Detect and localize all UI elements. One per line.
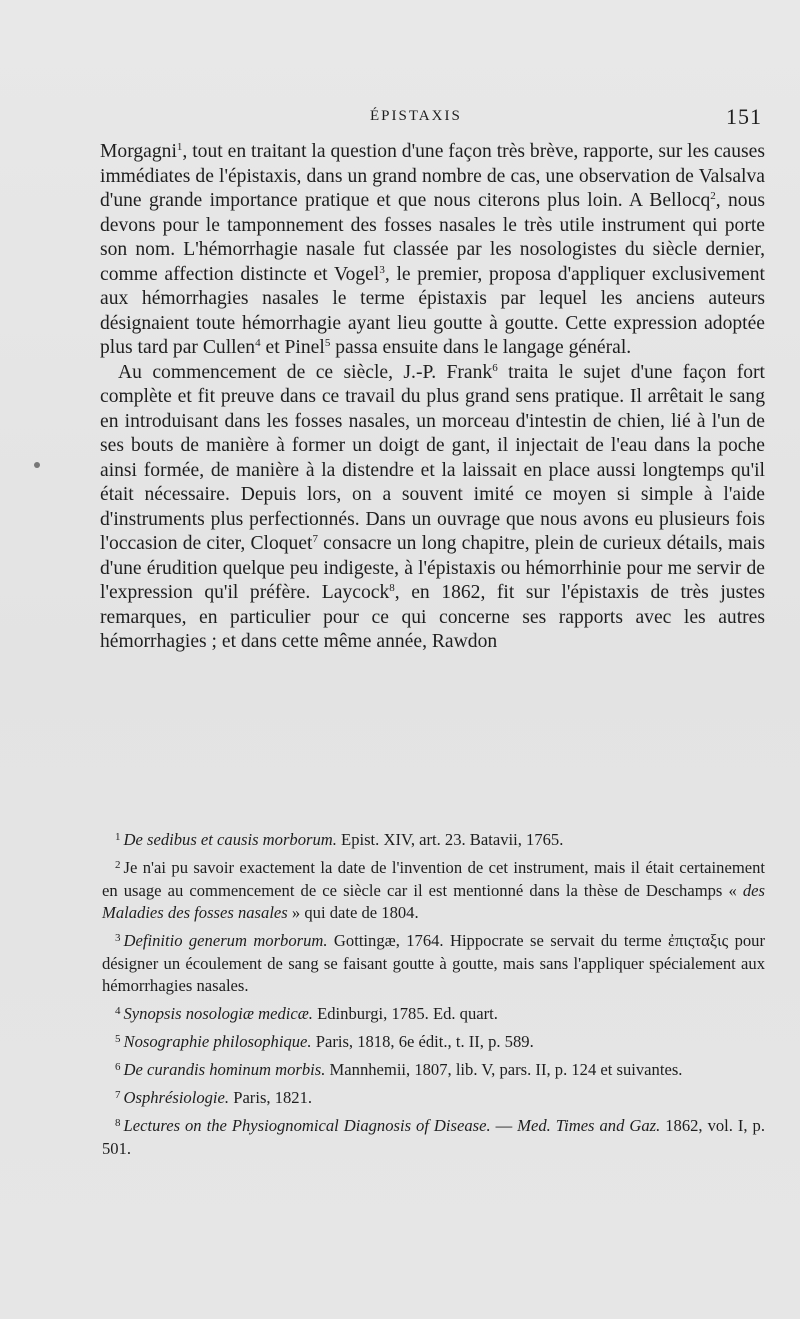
margin-dot-mark [34, 462, 40, 468]
footnotes [102, 826, 765, 1163]
paragraph-2: Au commencement de ce siècle, J.-P. Frank$^6$ traita le sujet d'une façon fort complète et fit preuve dans ce travail du plus grand sens pratique. Il arrêtait le sang en introduisant dans les fosses nasales, un morceau d'intestin de chien, lié à l'un de ses bouts de manière à former un doigt de gant, il injectait de l'eau dans la poche ainsi formée, de manière à la distendre et la laissait en place aussi longtemps qu'il était nécessaire. Depuis lors, on a souvent imité ce moyen si simple à l'aide d'instruments plus perfectionnés. Dans un ouvrage que nous avons eu plusieurs fois l'occasion de citer, Cloquet$^7$ consacre un long chapitre, plein de curieux détails, mais d'une érudition quelque peu indigeste, à l'épistaxis ou hémorrhinie pour me servir de l'expression qu'il préfère. Laycock$^8$, en 1862, fit sur l'épistaxis de très justes remarques, en particulier pour ce qui concerne ses rapports avec les autres hémorrhagies ; et dans cette même année, Rawdon [100, 361, 765, 652]
footnote-ref: 6 [492, 361, 498, 374]
main-text [100, 140, 765, 655]
footnote-5: $^5$ Nosographie philosophique. Paris, 1818, 6e édit., t. II, p. 589. [115, 1032, 534, 1051]
footnote-2: $^2$ Je n'ai pu savoir exactement la date de l'invention de cet instrument, mais il était certainement en usage au commencement de ce siècle car il est mentionné dans la thèse de Deschamps « des Maladies des fosses nasales » qui date de 1804. [102, 858, 765, 922]
page-number: 151 [726, 104, 762, 129]
footnote-ref: 3 [379, 263, 385, 276]
running-title: ÉPISTAXIS [370, 108, 462, 124]
footnote-3: $^3$ Definitio generum morborum. Gottingæ, 1764. Hippocrate se servait du terme ἐπιςταξις pour désigner un écoulement de sang se faisant goutte à goutte, mais sans l'appliquer spécialement aux hémorrhagies nasales. [102, 931, 765, 995]
footnote-ref: 2 [710, 190, 716, 202]
footnote-6: $^6$ De curandis hominum morbis. Mannhemii, 1807, lib. V, pars. II, p. 124 et suivantes. [115, 1060, 683, 1079]
footnote-7: $^7$ Osphrésiologie. Paris, 1821. [115, 1088, 313, 1107]
footnote-ref: 5 [324, 337, 331, 349]
footnote-ref: 4 [255, 337, 261, 349]
footnote-8: $^8$ Lectures on the Physiognomical Diagnosis of Disease. — Med. Times and Gaz. 1862, vol. I, p. 501. [102, 1116, 766, 1158]
page-header [0, 104, 800, 134]
footnote-4: $^4$ Synopsis nosologiæ medicæ. Edinburgi, 1785. Ed. quart. [115, 1004, 498, 1023]
footnote-1: $^1$ De sedibus et causis morborum. Epist. XIV, art. 23. Batavii, 1765. [115, 830, 564, 849]
footnote-ref: 7 [312, 533, 318, 545]
footnote-ref: 1 [176, 141, 183, 153]
paragraph-1: Morgagni$^1$, tout en traitant la question d'une façon très brève, rapporte, sur les causes immédiates de l'épistaxis, dans un grand nombre de cas, une observation de Valsalva d'une grande importance pratique et que nous citerons plus loin. A Bellocq$^2$, nous devons pour le tamponnement des fosses nasales le très utile instrument qui porte son nom. L'hémorrhagie nasale fut classée par les nosologistes du siècle dernier, comme affection distincte et Vogel$^3$, le premier, proposa d'appliquer exclusivement aux hémorrhagies nasales le terme épistaxis par lequel les anciens auteurs désignaient toute hémorrhagie ayant lieu goutte à goutte. Cette expression adoptée plus tard par Cullen$^4$ et Pinel$^5$ passa ensuite dans le langage général. [100, 141, 765, 358]
footnote-ref: 8 [389, 582, 395, 594]
